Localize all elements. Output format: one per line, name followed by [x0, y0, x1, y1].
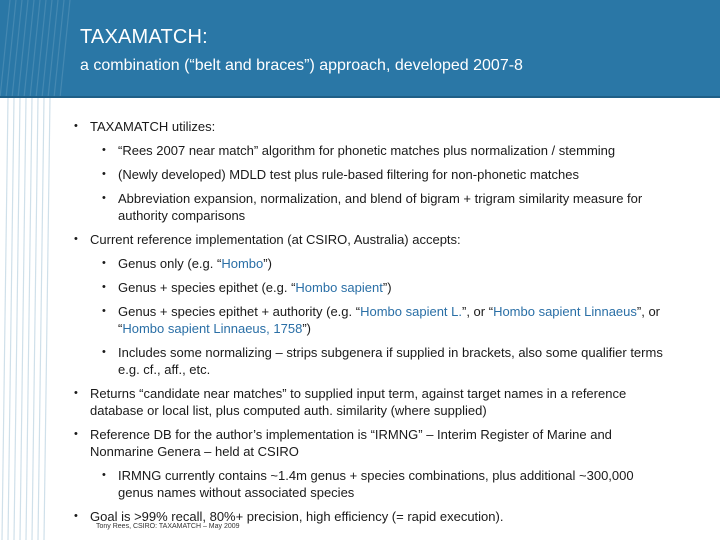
text: ”) [263, 256, 272, 271]
sub-bullet-irmng-contents: • IRMNG currently contains ~1.4m genus + species combinations, plus additional ~300,000 genus names without associated species [72, 467, 672, 501]
sub-bullet-rees-algorithm: • “Rees 2007 near match” algorithm for phonetic matches plus normalization / stemming [72, 142, 672, 159]
text: ”) [382, 280, 392, 295]
text: Genus + species epithet + authority (e.g. “ [118, 304, 361, 319]
bullet-goal: • Goal is >99% recall, 80%+ precision, high efficiency (= rapid execution). [72, 508, 672, 525]
slide-title: TAXAMATCH: [80, 26, 208, 48]
left-decoration [0, 98, 60, 540]
header-stripes [0, 0, 720, 98]
sub-bullet-genus-species-authority [72, 303, 672, 337]
sub-bullet-mdld-test: • (Newly developed) MDLD test plus rule-based filtering for non-phonetic matches [72, 166, 672, 183]
slide-footer: Tony Rees, CSIRO: TAXAMATCH – May 2009 [96, 523, 240, 530]
slide-header [0, 0, 720, 98]
bullet-returns-candidates: • Returns “candidate near matches” to supplied input term, against target names in a reference database or local list, plus computed auth. similarity (where supplied) [72, 385, 672, 419]
bullet-reference-implementation: • Current reference implementation (at CSIRO, Australia) accepts: [72, 231, 672, 248]
text: Genus only (e.g. “ [118, 256, 222, 271]
slide-subtitle: a combination (“belt and braces”) approach, developed 2007-8 [80, 57, 523, 74]
example-name: Hombo sapient Linnaeus [493, 304, 637, 319]
sub-bullet-abbreviation: • Abbreviation expansion, normalization, and blend of bigram + trigram similarity measure for authority comparisons [72, 190, 672, 224]
text: ”, or “ [462, 304, 494, 319]
text: ”) [302, 321, 311, 336]
example-name: Hombo sapient [295, 280, 383, 295]
sub-bullet-genus-only [72, 255, 672, 272]
bullet-reference-db: • Reference DB for the author’s implementation is “IRMNG” – Interim Register of Marine and Nonmarine Genera – held at CSIRO [72, 426, 672, 460]
slide-body [72, 118, 672, 532]
example-name: Hombo sapient Linnaeus, 1758 [122, 321, 303, 336]
sub-bullet-normalizing: • Includes some normalizing – strips subgenera if supplied in brackets, also some qualifier terms e.g. cf., aff., etc. [72, 344, 672, 378]
text: ”, or “ [118, 304, 661, 336]
example-name: Hombo sapient L. [360, 304, 462, 319]
example-name: Hombo [221, 256, 264, 271]
bullet-taxamatch-utilizes: • TAXAMATCH utilizes: [72, 118, 672, 135]
sub-bullet-genus-species [72, 279, 672, 296]
text: Genus + species epithet (e.g. “ [118, 280, 296, 295]
